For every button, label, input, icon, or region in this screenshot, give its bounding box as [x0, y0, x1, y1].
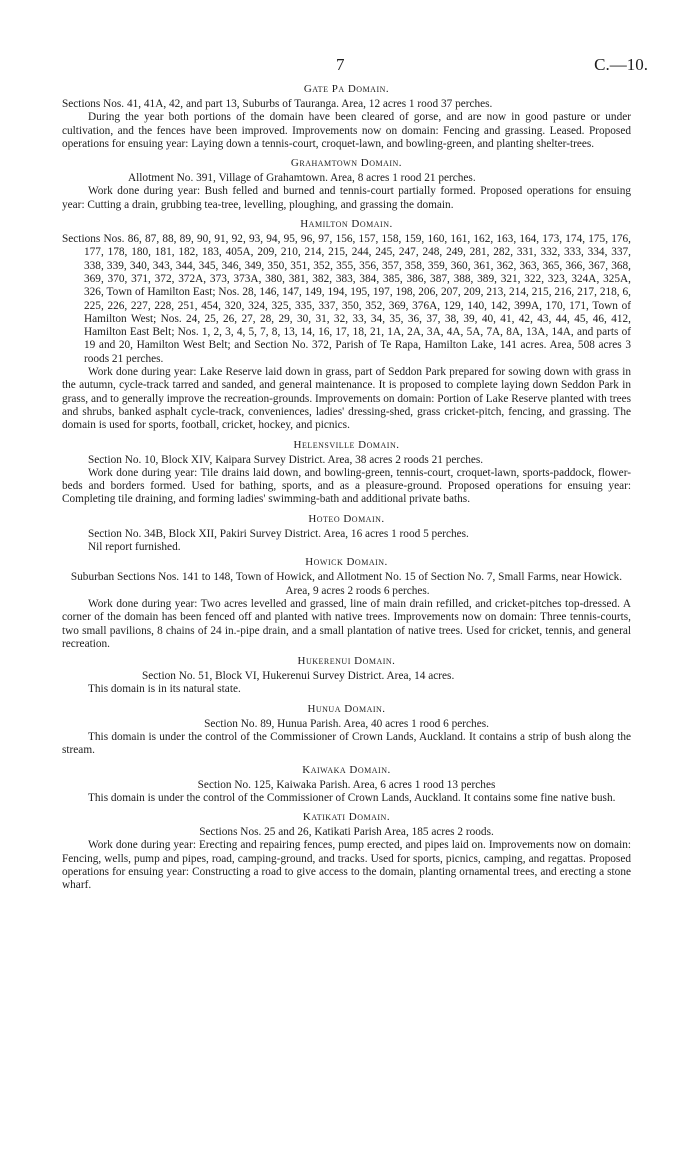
katikati-description: Sections Nos. 25 and 26, Katikati Parish Area, 185 acres 2 roods.	[199, 826, 494, 839]
section-title-grahamtown: Grahamtown Domain.	[290, 157, 403, 170]
helensville-description: Section No. 10, Block XIV, Kaipara Survey District. Area, 38 acres 2 roods 21 perches.	[88, 453, 484, 466]
section-title-kaiwaka: Kaiwaka Domain.	[302, 763, 391, 776]
hunua-description: Section No. 89, Hunua Parish. Area, 40 acres 1 rood 6 perches.	[204, 717, 489, 730]
katikati-report: Work done during year: Erecting and repairing fences, pump erected, and pipes laid on. Improvements now on domain: Fencing, wells, pump and pipes, road, camping-ground, and tracks. Used for sports, picnics, camping, and regattas. Proposed operations for ensuing year: Constructing a road to give access to the domain, planting ornamental trees, and erecting a stone wharf.	[62, 839, 631, 892]
hamilton-report: Work done during year: Lake Reserve laid down in grass, part of Seddon Park prepared for sowing down with grass in the autumn, cycle-track tarred and sanded, and general maintenance. It is proposed to complete laying down Seddon Park in grass, and to generally improve the recreation-grounds. Improvements on domain: Portion of Lake Reserve planted with trees and shrubs, banked asphalt cycle-track, conveniences, ladies' dressing-shed, grass cricket-pitch, fencing, and grassing. The domain is used for sports, football, cricket, hockey, and picnics.	[62, 366, 631, 432]
page-number: 7	[336, 55, 345, 74]
hamilton-description: Sections Nos. 86, 87, 88, 89, 90, 91, 92, 93, 94, 95, 96, 97, 156, 157, 158, 159, 160, 161, 162, 163, 164, 173, 174, 175, 176, 177, 178, 180, 181, 182, 183, 405A, 209, 210, 214, 215, 244, 245, 247, 248, 249, 281, 282, 331, 332, 333, 334, 337, 338, 339, 340, 343, 344, 345, 346, 349, 350, 351, 352, 355, 356, 357, 358, 359, 360, 361, 362, 363, 365, 366, 367, 368, 369, 370, 371, 372, 372A, 373, 373A, 380, 381, 382, 383, 384, 385, 386, 387, 388, 389, 321, 322, 323, 324A, 325A, 326, Town of Hamilton East; Nos. 28, 146, 147, 149, 194, 195, 197, 198, 206, 207, 209, 213, 214, 215, 216, 217, 218, 6, 225, 226, 227, 228, 251, 454, 320, 324, 325, 335, 337, 350, 352, 369, 376A, 129, 140, 142, 399A, 170, 171, Town of Hamilton West; Nos. 24, 25, 26, 27, 28, 29, 30, 31, 32, 33, 34, 35, 36, 37, 38, 39, 40, 41, 42, 43, 44, 45, 46, 412, Hamilton East Belt; Nos. 1, 2, 3, 4, 5, 7, 8, 13, 14, 16, 17, 18, 21, 1A, 2A, 3A, 4A, 5A, 7A, 8A, 13A, 14A, and parts of 19 and 20, Hamilton West Belt; and Section No. 372, Parish of Te Rapa, Hamilton Lake, 141 acres. Area, 508 acres 3 roods 21 perches.	[62, 233, 631, 365]
gate-pa-report: During the year both portions of the domain have been cleared of gorse, and are now in good pasture or under cultivation, and the fences have been improved. Improvements now on domain: Fencing and grassing. Leased. Proposed operations for ensuing year: Laying down a tennis-court, croquet-lawn, and bowling-green, and planting shelter-trees.	[62, 111, 631, 150]
section-title-hamilton: Hamilton Domain.	[300, 218, 393, 231]
hoteo-report: Nil report furnished.	[88, 541, 181, 554]
kaiwaka-description: Section No. 125, Kaiwaka Parish. Area, 6 acres 1 rood 13 perches	[197, 778, 496, 791]
howick-description: Suburban Sections Nos. 141 to 148, Town of Howick, and Allotment No. 15 of Section No. 7, Small Farms, near Howick. Area, 9 acres 2 roods 6 perches.	[70, 571, 623, 597]
grahamtown-report: Work done during year: Bush felled and burned and tennis-court partially formed. Proposed operations for ensuing year: Cutting a drain, grubbing tea-tree, levelling, ploughing, and grassing the domain.	[62, 185, 631, 211]
kaiwaka-report: This domain is under the control of the Commissioner of Crown Lands, Auckland. It contains some fine native bush.	[88, 791, 616, 804]
hoteo-description: Section No. 34B, Block XII, Pakiri Survey District. Area, 16 acres 1 rood 5 perches.	[88, 527, 469, 540]
document-reference: C.—10.	[594, 55, 648, 74]
section-title-hunua: Hunua Domain.	[307, 702, 386, 715]
hukerenui-description: Section No. 51, Block VI, Hukerenui Survey District. Area, 14 acres.	[142, 670, 455, 683]
section-title-hoteo: Hoteo Domain.	[308, 512, 385, 525]
section-title-howick: Howick Domain.	[305, 556, 388, 569]
hunua-report: This domain is under the control of the Commissioner of Crown Lands, Auckland. It contains a strip of bush along the stream.	[62, 730, 631, 757]
section-title-katikati: Katikati Domain.	[302, 811, 391, 824]
helensville-report: Work done during year: Tile drains laid down, and bowling-green, tennis-court, croquet-lawn, sports-paddock, flower-beds and borders formed. Used for bathing, sports, and as a pleasure-ground. Proposed operations for ensuing year: Completing tile draining, and forming ladies' swimming-bath and additional private baths.	[62, 466, 631, 506]
section-title-gate-pa: Gate Pa Domain.	[303, 83, 390, 95]
document-body	[62, 81, 631, 893]
howick-report: Work done during year: Two acres levelled and grassed, line of main drain refilled, and cricket-pitches top-dressed. A corner of the domain has been fenced off and planted with native trees. Improvements now on domain: Three tennis-courts, two small pavilions, 8 chains of 24 in.-pipe drain, and a small plantation of native trees. Used for cricket, tennis, and general recreation.	[62, 597, 631, 650]
grahamtown-description: Allotment No. 391, Village of Grahamtown. Area, 8 acres 1 rood 21 perches.	[128, 172, 476, 185]
section-title-hukerenui: Hukerenui Domain.	[297, 655, 396, 668]
section-title-helensville: Helensville Domain.	[293, 438, 400, 451]
hukerenui-report: This domain is in its natural state.	[88, 683, 241, 696]
gate-pa-description: Sections Nos. 41, 41A, 42, and part 13, Suburbs of Tauranga. Area, 12 acres 1 rood 37 perches.	[62, 98, 493, 110]
